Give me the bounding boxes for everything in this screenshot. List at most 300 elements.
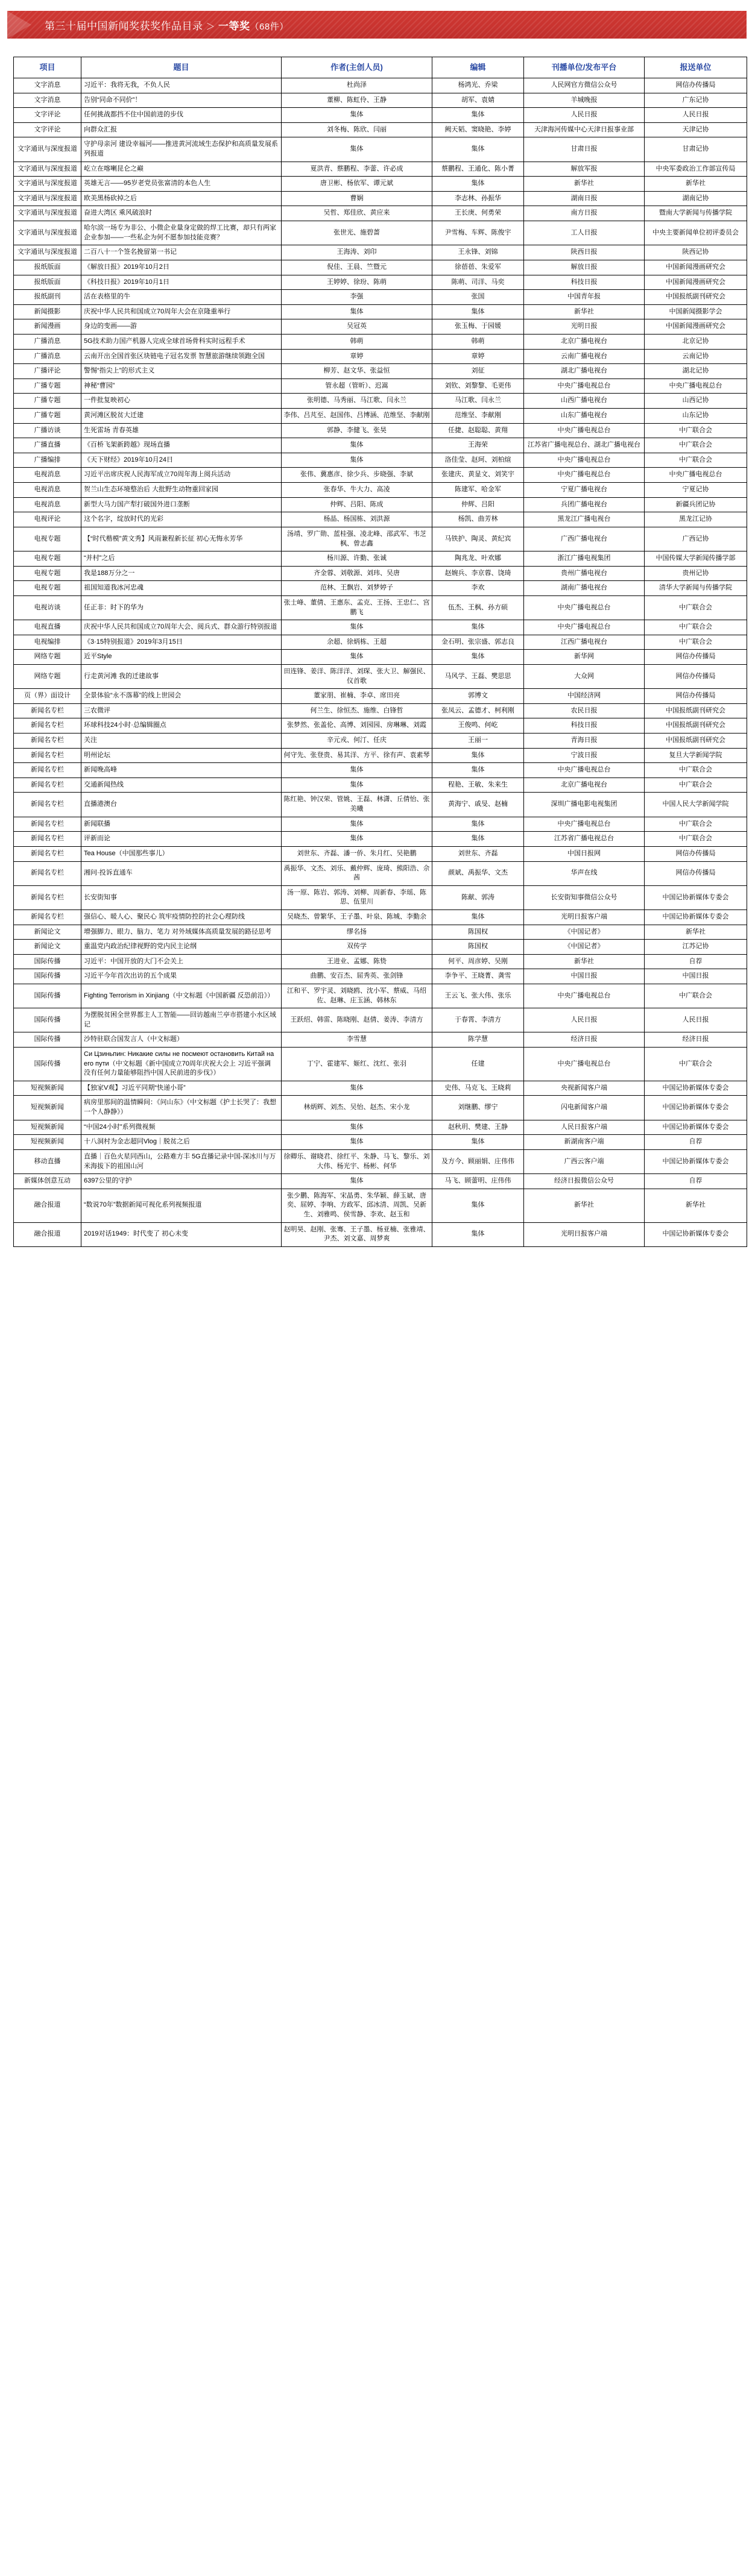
cell-editor: 史伟、马克飞、王晓莉 xyxy=(432,1081,524,1096)
cell-outlet: 新华社 xyxy=(524,304,645,319)
cell-title: 屹立在喀喇昆仑之巅 xyxy=(81,162,282,177)
table-row xyxy=(14,581,747,596)
cell-outlet: 中央广播电视总台 xyxy=(524,817,645,832)
cell-item: 新闻名专栏 xyxy=(14,817,81,832)
cell-author: 林炳辉、刘杰、吴怡、赵杰、宋小龙 xyxy=(282,1096,432,1120)
table-row xyxy=(14,793,747,817)
table-row xyxy=(14,1008,747,1032)
cell-author: 倪佳、王晨、竺暨元 xyxy=(282,260,432,275)
cell-outlet: 中国青年报 xyxy=(524,290,645,305)
cell-item: 新闻名专栏 xyxy=(14,861,81,885)
cell-outlet: 山西广播电视台 xyxy=(524,394,645,409)
cell-outlet: 中央广播电视总台 xyxy=(524,620,645,635)
cell-outlet: 新湖南客户端 xyxy=(524,1135,645,1150)
table-row xyxy=(14,364,747,379)
cell-outlet: 宁夏广播电视台 xyxy=(524,483,645,498)
cell-author: 夏洪青、蔡鹏程、李蕾、许必成 xyxy=(282,162,432,177)
table-row xyxy=(14,620,747,635)
cell-editor: 集体 xyxy=(432,304,524,319)
cell-item: 电视消息 xyxy=(14,483,81,498)
cell-title: 告别“同命不同价”！ xyxy=(81,93,282,108)
table-row xyxy=(14,275,747,290)
cell-sender: 新华社 xyxy=(645,177,747,192)
table-row xyxy=(14,595,747,620)
cell-outlet: 湖南日报 xyxy=(524,191,645,206)
cell-editor: 王永锋、刘锦 xyxy=(432,245,524,260)
cell-item: 广播消息 xyxy=(14,349,81,364)
cell-item: 广播专题 xyxy=(14,394,81,409)
cell-editor: 集体 xyxy=(432,108,524,123)
table-row xyxy=(14,689,747,704)
cell-item: 报纸副刊 xyxy=(14,290,81,305)
cell-editor: 集体 xyxy=(432,1222,524,1246)
cell-author: 禹振华、文杰、刘乐、戴仲辉、庞琦、熊阳浩、佘茜 xyxy=(282,861,432,885)
cell-item: 广播访谈 xyxy=(14,423,81,438)
cell-title: 行走黄河滩 我的迁建故事 xyxy=(81,664,282,688)
cell-title: 祖国知道我冰河忠魂 xyxy=(81,581,282,596)
cell-sender: 中国报纸副刊研究会 xyxy=(645,734,747,749)
cell-outlet: 光明日报客户端 xyxy=(524,909,645,925)
cell-editor: 陈献、郭涛 xyxy=(432,885,524,909)
cell-outlet: 解放日报 xyxy=(524,260,645,275)
cell-title: 《百桥飞架新跨越》现场直播 xyxy=(81,438,282,453)
table-row xyxy=(14,846,747,861)
cell-item: 国际传播 xyxy=(14,1032,81,1048)
cell-outlet: 中国经济网 xyxy=(524,689,645,704)
cell-title: 习近平出席庆祝人民海军成立70周年海上阅兵活动 xyxy=(81,468,282,483)
cell-outlet: 羊城晚报 xyxy=(524,93,645,108)
cell-outlet: 经济日报微信公众号 xyxy=(524,1174,645,1189)
cell-author: 李强 xyxy=(282,290,432,305)
table-row xyxy=(14,748,747,763)
cell-title: 新闻晚高峰 xyxy=(81,763,282,778)
cell-author: 王进业、孟娜、陈贽 xyxy=(282,954,432,969)
table-row xyxy=(14,551,747,567)
cell-editor: 集体 xyxy=(432,817,524,832)
cell-title: 【“时代楷模”黄文秀】风雨兼程新长征 初心无悔永芳华 xyxy=(81,527,282,551)
cell-sender: 山东记协 xyxy=(645,409,747,424)
cell-title: 任何挑战都挡不住中国前进的步伐 xyxy=(81,108,282,123)
cell-author: 集体 xyxy=(282,650,432,665)
cell-editor: 赵婉兵、李京蓉、饶琦 xyxy=(432,566,524,581)
cell-item: 电视访谈 xyxy=(14,595,81,620)
banner-award-count: （68件） xyxy=(250,21,289,32)
cell-editor: 任建 xyxy=(432,1048,524,1081)
cell-item: 电视编排 xyxy=(14,635,81,650)
cell-title: 守护母亲河 建设幸福河——推进黄河流域生态保护和高质量发展系列报道 xyxy=(81,137,282,162)
column-header-outlet: 刊播单位/发布平台 xyxy=(524,57,645,78)
cell-author: 郭静、李健飞、张昊 xyxy=(282,423,432,438)
cell-sender: 中国新闻漫画研究会 xyxy=(645,260,747,275)
cell-outlet: 江西广播电视台 xyxy=(524,635,645,650)
cell-title: 哈尔滨一场专为非公、小微企业量身定做的焊工比赛，却只有两家企业参加——一些私企为何不愿参加技能竞赛？ xyxy=(81,221,282,245)
column-header-sender: 报送单位 xyxy=(645,57,747,78)
cell-title: 交通新闻热线 xyxy=(81,778,282,793)
cell-title: Tea House（中国那些事儿） xyxy=(81,846,282,861)
cell-sender: 中广联合会 xyxy=(645,438,747,453)
cell-item: 文字通讯与深度报道 xyxy=(14,221,81,245)
table-header-row xyxy=(14,57,747,78)
cell-editor: 于春霄、李清方 xyxy=(432,1008,524,1032)
cell-sender: 中广联合会 xyxy=(645,817,747,832)
cell-item: 文字通讯与深度报道 xyxy=(14,191,81,206)
cell-editor: 刘征 xyxy=(432,364,524,379)
cell-editor: 胡军、袁婧 xyxy=(432,93,524,108)
cell-item: 网络专题 xyxy=(14,650,81,665)
table-row xyxy=(14,861,747,885)
cell-editor: 张国 xyxy=(432,290,524,305)
table-row xyxy=(14,304,747,319)
cell-item: 电视直播 xyxy=(14,620,81,635)
cell-outlet: 云南广播电视台 xyxy=(524,349,645,364)
cell-editor: 陈建军、哈金军 xyxy=(432,483,524,498)
cell-title: 庆祝中华人民共和国成立70周年大会在京隆重举行 xyxy=(81,304,282,319)
cell-item: 国际传播 xyxy=(14,954,81,969)
cell-editor: 韩萌 xyxy=(432,334,524,349)
cell-outlet: 华声在线 xyxy=(524,861,645,885)
cell-author: 集体 xyxy=(282,1081,432,1096)
table-row xyxy=(14,260,747,275)
cell-sender: 自荐 xyxy=(645,1135,747,1150)
cell-outlet: 新华社 xyxy=(524,954,645,969)
cell-item: 移动直播 xyxy=(14,1149,81,1173)
table-row xyxy=(14,969,747,984)
cell-outlet: 中央广播电视总台 xyxy=(524,984,645,1008)
cell-author: 张伟、冀惠彦、徐少兵、步晓强、李斌 xyxy=(282,468,432,483)
cell-title: 沙特驻联合国发言人（中文标题） xyxy=(81,1032,282,1048)
cell-item: 电视专题 xyxy=(14,581,81,596)
awards-table xyxy=(13,57,747,1247)
cell-title: 直播港澳台 xyxy=(81,793,282,817)
cell-title: 《天下财经》2019年10月24日 xyxy=(81,453,282,468)
cell-author: 刘冬梅、陈欣、闫丽 xyxy=(282,122,432,137)
cell-author: 集体 xyxy=(282,304,432,319)
cell-editor: 集体 xyxy=(432,1189,524,1222)
cell-editor: 陈国权 xyxy=(432,925,524,940)
cell-author: 吴哲、郑佳欣、黄应来 xyxy=(282,206,432,221)
cell-editor: 仲辉、吕阳 xyxy=(432,497,524,512)
cell-title: 《科技日报》2019年10月1日 xyxy=(81,275,282,290)
cell-item: 新闻名专栏 xyxy=(14,763,81,778)
cell-title: Си Цзиньпин: Никакие силы не посмеют остановить Китай на его пути（中文标题《新中国成立70周年庆祝大会上 习近平强调 没有任何力量能够阻挡中国人民前进的步伐》） xyxy=(81,1048,282,1081)
table-row xyxy=(14,778,747,793)
cell-title: 全景体验“永不落幕”的线上世园会 xyxy=(81,689,282,704)
cell-item: 短视频新闻 xyxy=(14,1135,81,1150)
table-row xyxy=(14,468,747,483)
cell-sender: 中广联合会 xyxy=(645,423,747,438)
cell-sender: 新华社 xyxy=(645,925,747,940)
cell-item: 电视专题 xyxy=(14,527,81,551)
cell-editor: 陈国权 xyxy=(432,940,524,955)
cell-author: 张士峰、董倩、王惠东、孟克、王扬、王忠仁、宫鹏飞 xyxy=(282,595,432,620)
cell-item: 新媒体创意互动 xyxy=(14,1174,81,1189)
cell-item: 文字消息 xyxy=(14,93,81,108)
table-row xyxy=(14,245,747,260)
table-row xyxy=(14,453,747,468)
cell-author: 吴晓杰、曾繁华、王子墨、叶泉、陈城、李勤余 xyxy=(282,909,432,925)
cell-outlet: 中国日报 xyxy=(524,969,645,984)
cell-editor: 蔡鹏程、王通化、陈小菁 xyxy=(432,162,524,177)
cell-author: 集体 xyxy=(282,1174,432,1189)
cell-sender: 经济日报 xyxy=(645,1032,747,1048)
cell-author: 集体 xyxy=(282,763,432,778)
cell-sender: 中国新闻漫画研究会 xyxy=(645,319,747,335)
cell-outlet: 经济日报 xyxy=(524,1032,645,1048)
cell-outlet: 中央广播电视总台 xyxy=(524,453,645,468)
cell-sender: 中央广播电视总台 xyxy=(645,379,747,394)
cell-title: 黄河滩区脱贫大迁建 xyxy=(81,409,282,424)
cell-outlet: 甘肃日报 xyxy=(524,137,645,162)
cell-outlet: 南方日报 xyxy=(524,206,645,221)
cell-sender: 复旦大学新闻学院 xyxy=(645,748,747,763)
cell-outlet: 央视新闻客户端 xyxy=(524,1081,645,1096)
table-row xyxy=(14,497,747,512)
table-row xyxy=(14,566,747,581)
cell-editor: 陈萌、司洋、马奕 xyxy=(432,275,524,290)
cell-author: 余超、徐炳栋、王超 xyxy=(282,635,432,650)
cell-editor: 李争平、王晓菁、龚雪 xyxy=(432,969,524,984)
cell-outlet: 农民日报 xyxy=(524,703,645,718)
column-header-author: 作者(主创人员) xyxy=(282,57,432,78)
table-row xyxy=(14,925,747,940)
cell-outlet: 人民日报 xyxy=(524,1008,645,1032)
table-row xyxy=(14,635,747,650)
page-root xyxy=(0,0,755,1247)
cell-title: 奋进大湾区 乘风破浪时 xyxy=(81,206,282,221)
cell-outlet: 新华网 xyxy=(524,650,645,665)
cell-sender: 中央主要新闻单位初评委员会 xyxy=(645,221,747,245)
cell-editor: 洛佳莹、赵珂、刘柏煊 xyxy=(432,453,524,468)
cell-item: 广播评论 xyxy=(14,364,81,379)
table-body xyxy=(14,78,747,1247)
cell-outlet: 中央广播电视总台 xyxy=(524,379,645,394)
cell-sender: 自荐 xyxy=(645,1174,747,1189)
cell-outlet: 广西广播电视台 xyxy=(524,527,645,551)
cell-title: 重温党内政治纪律视野的党内民主论纲 xyxy=(81,940,282,955)
cell-sender: 新华社 xyxy=(645,1189,747,1222)
cell-author: 丁宁、霍建军、姬红、沈红、张羽 xyxy=(282,1048,432,1081)
cell-outlet: 浙江广播电视集团 xyxy=(524,551,645,567)
cell-title: 任正非：时下的华为 xyxy=(81,595,282,620)
cell-title: 强信心、暖人心、聚民心 筑牢疫情防控的社会心理防线 xyxy=(81,909,282,925)
cell-editor: 马风学、王磊、樊思思 xyxy=(432,664,524,688)
cell-author: 刘世东、齐磊、潘一侨、朱月红、吴艳鹏 xyxy=(282,846,432,861)
cell-author: 王婷婷、徐玢、陈萌 xyxy=(282,275,432,290)
cell-title: 2019对话1949：时代变了 初心未变 xyxy=(81,1222,282,1246)
cell-sender: 中国报纸副刊研究会 xyxy=(645,718,747,734)
cell-title: 近平Style xyxy=(81,650,282,665)
cell-sender: 网信办传播局 xyxy=(645,689,747,704)
cell-outlet: 大众网 xyxy=(524,664,645,688)
cell-sender: 中国报纸副刊研究会 xyxy=(645,290,747,305)
cell-item: 广播直播 xyxy=(14,438,81,453)
table-row xyxy=(14,954,747,969)
cell-author: 集体 xyxy=(282,778,432,793)
cell-author: 李雪慧 xyxy=(282,1032,432,1048)
cell-item: 新闻名专栏 xyxy=(14,734,81,749)
cell-item: 新闻名专栏 xyxy=(14,846,81,861)
cell-sender: 广东记协 xyxy=(645,93,747,108)
cell-item: 文字消息 xyxy=(14,78,81,93)
table-row xyxy=(14,734,747,749)
cell-sender: 暨南大学新闻与传播学院 xyxy=(645,206,747,221)
cell-outlet: 人民网官方微信公众号 xyxy=(524,78,645,93)
cell-title: 身边的变画——游 xyxy=(81,319,282,335)
cell-title: “中国24小时”系列微视频 xyxy=(81,1120,282,1135)
cell-author: 赵明昊、赵刚、张骞、王子墨、杨亚楠、张雅靖、尹杰、刘文嘉、周梦爽 xyxy=(282,1222,432,1246)
cell-outlet: 江苏省广播电视总台、湖北广播电视台 xyxy=(524,438,645,453)
cell-outlet: 广西云客户端 xyxy=(524,1149,645,1173)
cell-author: 何兰生、徐恒杰、施维、白锋哲 xyxy=(282,703,432,718)
cell-author: 集体 xyxy=(282,438,432,453)
cell-title: 欧美黑杨砍掉之后 xyxy=(81,191,282,206)
cell-sender: 中国记协新媒体专委会 xyxy=(645,885,747,909)
cell-outlet: 中央广播电视总台 xyxy=(524,468,645,483)
cell-outlet: 青海日报 xyxy=(524,734,645,749)
cell-item: 文字通讯与深度报道 xyxy=(14,162,81,177)
cell-item: 文字通讯与深度报道 xyxy=(14,206,81,221)
cell-editor: 陈学慧 xyxy=(432,1032,524,1048)
table-row xyxy=(14,1081,747,1096)
cell-editor: 王丽一 xyxy=(432,734,524,749)
table-row xyxy=(14,1174,747,1189)
cell-editor: 张玉梅、于园媛 xyxy=(432,319,524,335)
cell-author: 集体 xyxy=(282,137,432,162)
cell-author: 张梦然、张盖伦、高博、刘园园、房琳琳、刘霞 xyxy=(282,718,432,734)
cell-outlet: 解放军报 xyxy=(524,162,645,177)
cell-author: 集体 xyxy=(282,832,432,847)
cell-author: 管永超（管昕）、迟嵩 xyxy=(282,379,432,394)
cell-editor: 集体 xyxy=(432,177,524,192)
cell-item: 电视专题 xyxy=(14,551,81,567)
cell-sender: 贵州记协 xyxy=(645,566,747,581)
cell-item: 短视频新闻 xyxy=(14,1120,81,1135)
cell-sender: 湖北记协 xyxy=(645,364,747,379)
cell-editor: 杨凯、曲芳林 xyxy=(432,512,524,527)
cell-author: 集体 xyxy=(282,817,432,832)
cell-editor: 程艳、王敏、朱来生 xyxy=(432,778,524,793)
table-row xyxy=(14,512,747,527)
cell-editor: 集体 xyxy=(432,832,524,847)
table-row xyxy=(14,718,747,734)
cell-outlet: 中央广播电视总台 xyxy=(524,423,645,438)
cell-title: 6397公里的守护 xyxy=(81,1174,282,1189)
cell-editor: 刘世东、齐磊 xyxy=(432,846,524,861)
cell-title: 长安街知事 xyxy=(81,885,282,909)
cell-sender: 中广联合会 xyxy=(645,1048,747,1081)
cell-author: 张春华、牛大力、高凌 xyxy=(282,483,432,498)
table-row xyxy=(14,763,747,778)
cell-editor: 章婷 xyxy=(432,349,524,364)
cell-item: 新闻名专栏 xyxy=(14,885,81,909)
cell-author: 何守先、张登贵、易其洋、方平、徐有声、袁素琴 xyxy=(282,748,432,763)
cell-editor: 马铁护、陶灵、黄纪宾 xyxy=(432,527,524,551)
cell-sender: 中央广播电视总台 xyxy=(645,468,747,483)
cell-outlet: 科技日报 xyxy=(524,718,645,734)
cell-sender: 中国记协新媒体专委会 xyxy=(645,1081,747,1096)
cell-outlet: 陕西日报 xyxy=(524,245,645,260)
cell-title: 活在表格里的牛 xyxy=(81,290,282,305)
cell-editor: 赵秋玥、樊建、王静 xyxy=(432,1120,524,1135)
cell-item: 页（界）面设计 xyxy=(14,689,81,704)
cell-editor: 颜斌、禹振华、文杰 xyxy=(432,861,524,885)
cell-author: 汤一原、陈岩、郭涛、刘柳、周新春、李瑶、陈思、伍里川 xyxy=(282,885,432,909)
page-title xyxy=(45,17,289,33)
cell-author: 张明德、马秀丽、马江歌、闫永兰 xyxy=(282,394,432,409)
cell-outlet: 北京广播电视台 xyxy=(524,778,645,793)
cell-sender: 中广联合会 xyxy=(645,763,747,778)
cell-editor: 徐蓓蓓、朱爱军 xyxy=(432,260,524,275)
cell-title: 庆祝中华人民共和国成立70周年大会、阅兵式、群众游行特别报道 xyxy=(81,620,282,635)
table-row xyxy=(14,703,747,718)
cell-sender: 云南记协 xyxy=(645,349,747,364)
cell-sender: 人民日报 xyxy=(645,108,747,123)
cell-author: 柳芳、赵文华、张益恒 xyxy=(282,364,432,379)
cell-sender: 中广联合会 xyxy=(645,984,747,1008)
table-row xyxy=(14,438,747,453)
awards-table-wrapper xyxy=(13,57,747,1247)
cell-title: 《3·15特别报道》2019年3月15日 xyxy=(81,635,282,650)
cell-title: 向群众汇报 xyxy=(81,122,282,137)
cell-item: 电视消息 xyxy=(14,468,81,483)
cell-outlet: 兵团广播电视台 xyxy=(524,497,645,512)
table-row xyxy=(14,1135,747,1150)
cell-item: 新闻名专栏 xyxy=(14,748,81,763)
table-row xyxy=(14,221,747,245)
cell-sender: 北京记协 xyxy=(645,334,747,349)
cell-sender: 甘肃记协 xyxy=(645,137,747,162)
cell-sender: 网信办传播局 xyxy=(645,664,747,688)
banner-title-separator: ＞ xyxy=(206,21,216,32)
table-row xyxy=(14,885,747,909)
cell-editor: 集体 xyxy=(432,137,524,162)
table-row xyxy=(14,940,747,955)
cell-editor: 马江歌、闫永兰 xyxy=(432,394,524,409)
cell-outlet: 江苏省广播电视总台 xyxy=(524,832,645,847)
cell-title: 《解放日报》2019年10月2日 xyxy=(81,260,282,275)
cell-title: 直播｜百色火星同西山，公路难方丰 5G直播记录中国-深冰川与万米海拔下的祖国山河 xyxy=(81,1149,282,1173)
cell-sender: 江苏记协 xyxy=(645,940,747,955)
cell-outlet: 工人日报 xyxy=(524,221,645,245)
cell-item: 文字通讯与深度报道 xyxy=(14,245,81,260)
cell-sender: 中广联合会 xyxy=(645,595,747,620)
cell-title: 二百八十一个签名挽留第一书记 xyxy=(81,245,282,260)
table-row xyxy=(14,650,747,665)
cell-editor: 集体 xyxy=(432,763,524,778)
cell-outlet: 深圳广播电影电视集团 xyxy=(524,793,645,817)
cell-item: 报纸版面 xyxy=(14,260,81,275)
cell-item: 文字评论 xyxy=(14,122,81,137)
cell-editor: 及方今、顾丽娟、庄伟伟 xyxy=(432,1149,524,1173)
cell-author: 集体 xyxy=(282,620,432,635)
cell-outlet: 《中国记者》 xyxy=(524,940,645,955)
cell-outlet: 天津海河传媒中心天津日报事业部 xyxy=(524,122,645,137)
cell-title: 明州论坛 xyxy=(81,748,282,763)
cell-author: 缪名扬 xyxy=(282,925,432,940)
cell-outlet: 北京广播电视台 xyxy=(524,334,645,349)
cell-sender: 中国新闻摄影学会 xyxy=(645,304,747,319)
cell-outlet: 光明日报 xyxy=(524,319,645,335)
cell-editor: 张建庆、黄显文、刘笑宇 xyxy=(432,468,524,483)
column-header-title: 题目 xyxy=(81,57,282,78)
cell-author: 齐金蓉、刘敬源、刘玮、吴唐 xyxy=(282,566,432,581)
table-row xyxy=(14,122,747,137)
cell-outlet: 《中国记者》 xyxy=(524,925,645,940)
cell-author: 杨晶、杨国栋、刘洪源 xyxy=(282,512,432,527)
cell-editor: 杨鸿光、乔梁 xyxy=(432,78,524,93)
cell-title: 新闻联播 xyxy=(81,817,282,832)
cell-editor: 王长庚、何勇荣 xyxy=(432,206,524,221)
